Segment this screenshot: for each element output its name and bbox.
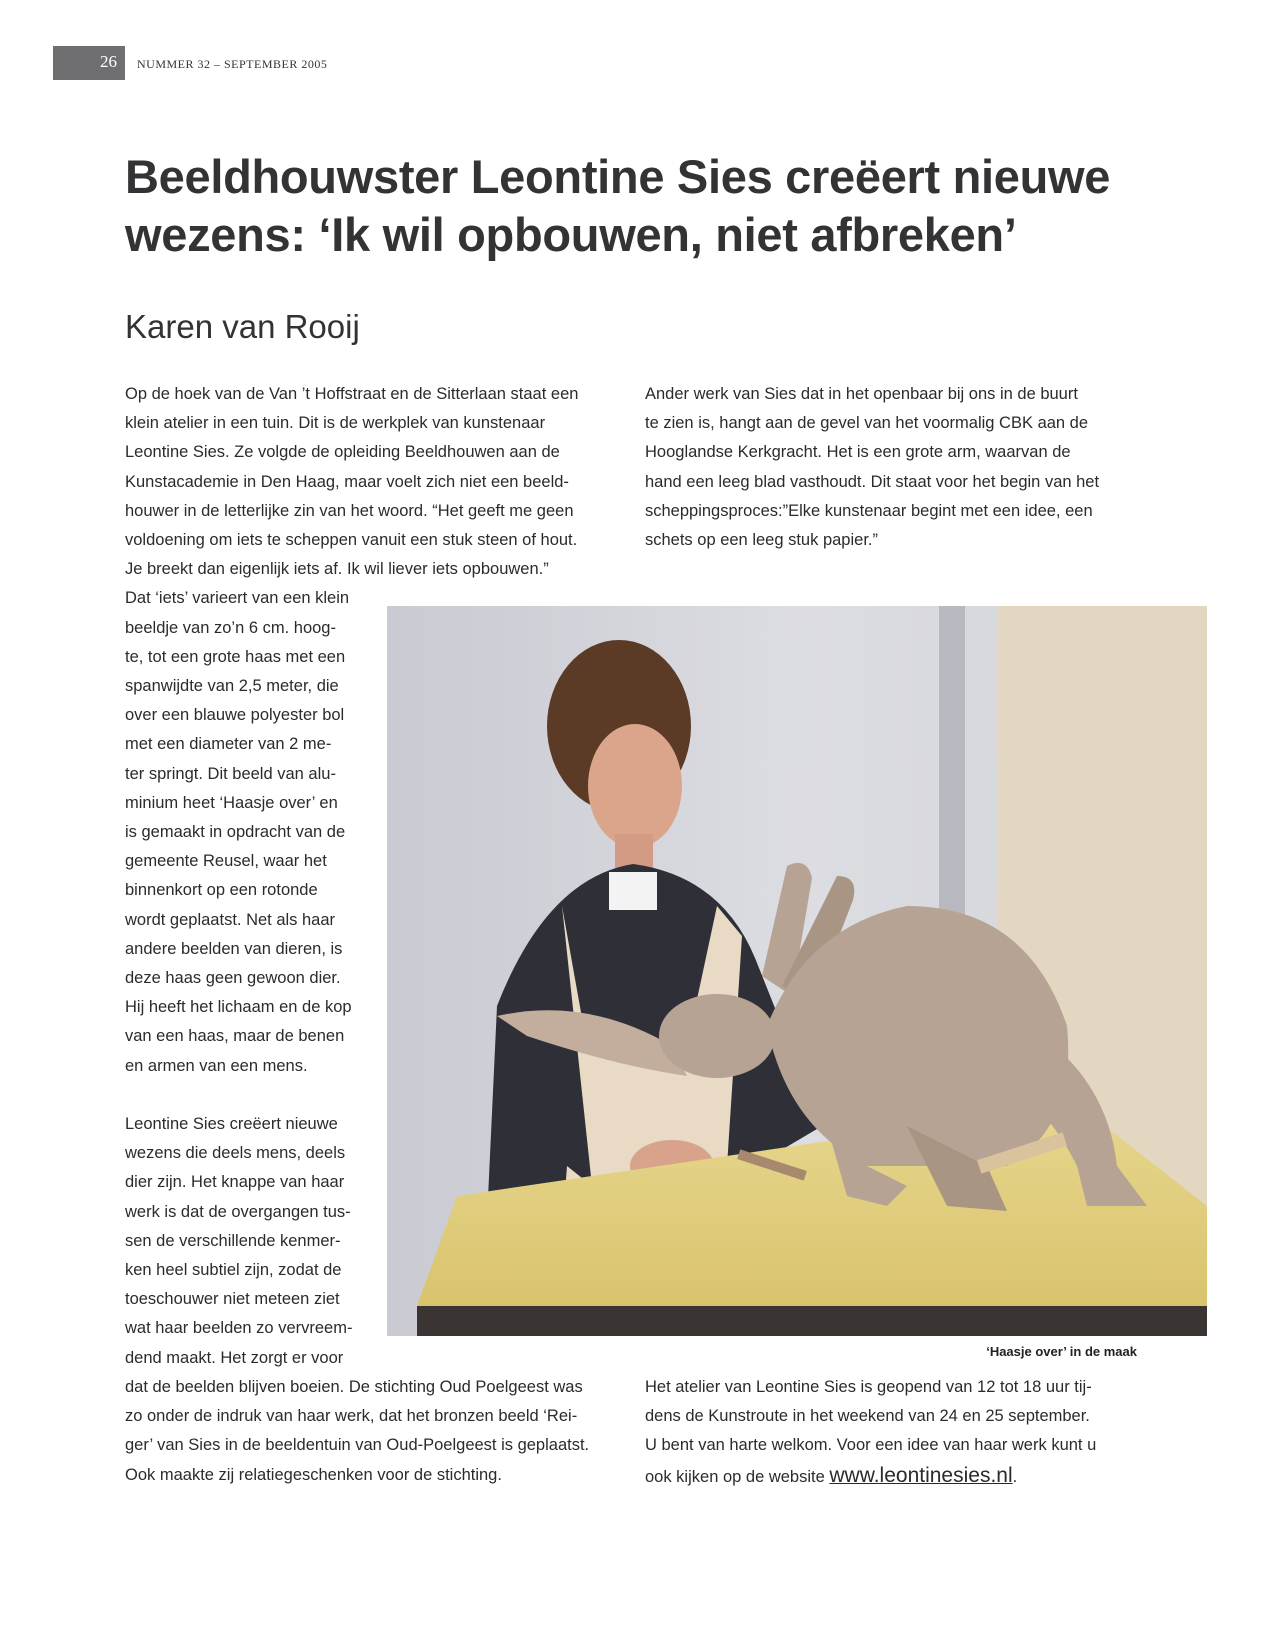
- studio-photo: [387, 606, 1207, 1336]
- paragraph-other-work: Ander werk van Sies dat in het openbaar bij ons in de buurt te zien is, hangt aan de gevel van het voormalig CBK aan de Hooglandse Kerkgracht. Het is een grote arm, waarvan de hand een leeg blad vasthoudt. Dit staat voor het begin van het scheppingsproces:”Elke kunstenaar begint met een idee, een schets op een leeg stuk papier.”: [645, 385, 1100, 550]
- issue-label: NUMMER 32 – SEPTEMBER 2005: [137, 57, 328, 71]
- table-front: [417, 1306, 1207, 1336]
- title-line-2: wezens: ‘Ik wil opbouwen, niet afbreken’: [125, 208, 1017, 261]
- face: [588, 724, 682, 848]
- sculpture-head: [659, 994, 775, 1078]
- page-number: 26: [53, 46, 125, 80]
- paragraph-intro: Op de hoek van de Van ’t Hoffstraat en de Sitterlaan staat een klein atelier in een tuin. Dit is de werkplek van kunstenaar Leontine Sies. Ze volgde de opleiding Beeldhouwen aan de Kunstacademie in Den Haag, maar voelt zich niet een beeld- houwer in de letterlijke zin van het woord. “Het geeft me geen voldoening om iets te scheppen vanuit een stuk steen of hout. Je breekt dan eigenlijk iets af. Ik wil liever iets opbouwen.” Dat ‘iets’ varieert van een klein beeldje van zo’n 6 cm. hoog- te, tot een grote haas met een spanwijdte van 2,5 meter, die over een blauwe polyester bol met een diameter van 2 me- ter springt. Dit beeld van alu- minium heet ‘Haasje over’ en is gemaakt in opdracht van de gemeente Reusel, waar het binnenkort op een rotonde wordt geplaatst. Net als haar andere beelden van dieren, is deze haas geen gewoon dier. Hij heeft het lichaam en de kop van een haas, maar de benen en armen van een mens.: [125, 385, 579, 1075]
- article-title: [125, 148, 1175, 264]
- paragraph-hybrid-creatures: Leontine Sies creëert nieuwe wezens die deels mens, deels dier zijn. Het knappe van haar werk is dat de overgangen tus- sen de verschillende kenmer- ken heel subtiel zijn, zodat de toeschouwer niet meteen ziet wat haar beelden zo vervreem- dend maakt. Het zorgt er voor: [125, 1115, 353, 1367]
- photo-caption: ‘Haasje over’ in de maak: [986, 1344, 1137, 1359]
- website-prefix: ook kijken op de website: [645, 1467, 830, 1486]
- article-author: Karen van Rooij: [125, 308, 360, 345]
- paragraph-oud-poelgeest: dat de beelden blijven boeien. De stichting Oud Poelgeest was zo onder de indruk van haar werk, dat het bronzen beeld ‘Rei- ger’ van Sies in de beeldentuin van Oud-Poelgeest is geplaatst. Ook maakte zij relatiegeschenken voor de stichting.: [125, 1378, 590, 1484]
- shirt: [609, 872, 657, 910]
- website-suffix: .: [1012, 1467, 1018, 1486]
- website-link[interactable]: www.leontinesies.nl: [829, 1463, 1013, 1487]
- opening-hours-lines: Het atelier van Leontine Sies is geopend van 12 tot 18 uur tij- dens de Kunstroute in het weekend van 24 en 25 september. U bent van harte welkom. Voor een idee van haar werk kunt u: [645, 1378, 1097, 1455]
- paragraph-opening-hours: [645, 1373, 1145, 1492]
- title-line-1: Beeldhouwster Leontine Sies creëert nieuwe: [125, 150, 1111, 203]
